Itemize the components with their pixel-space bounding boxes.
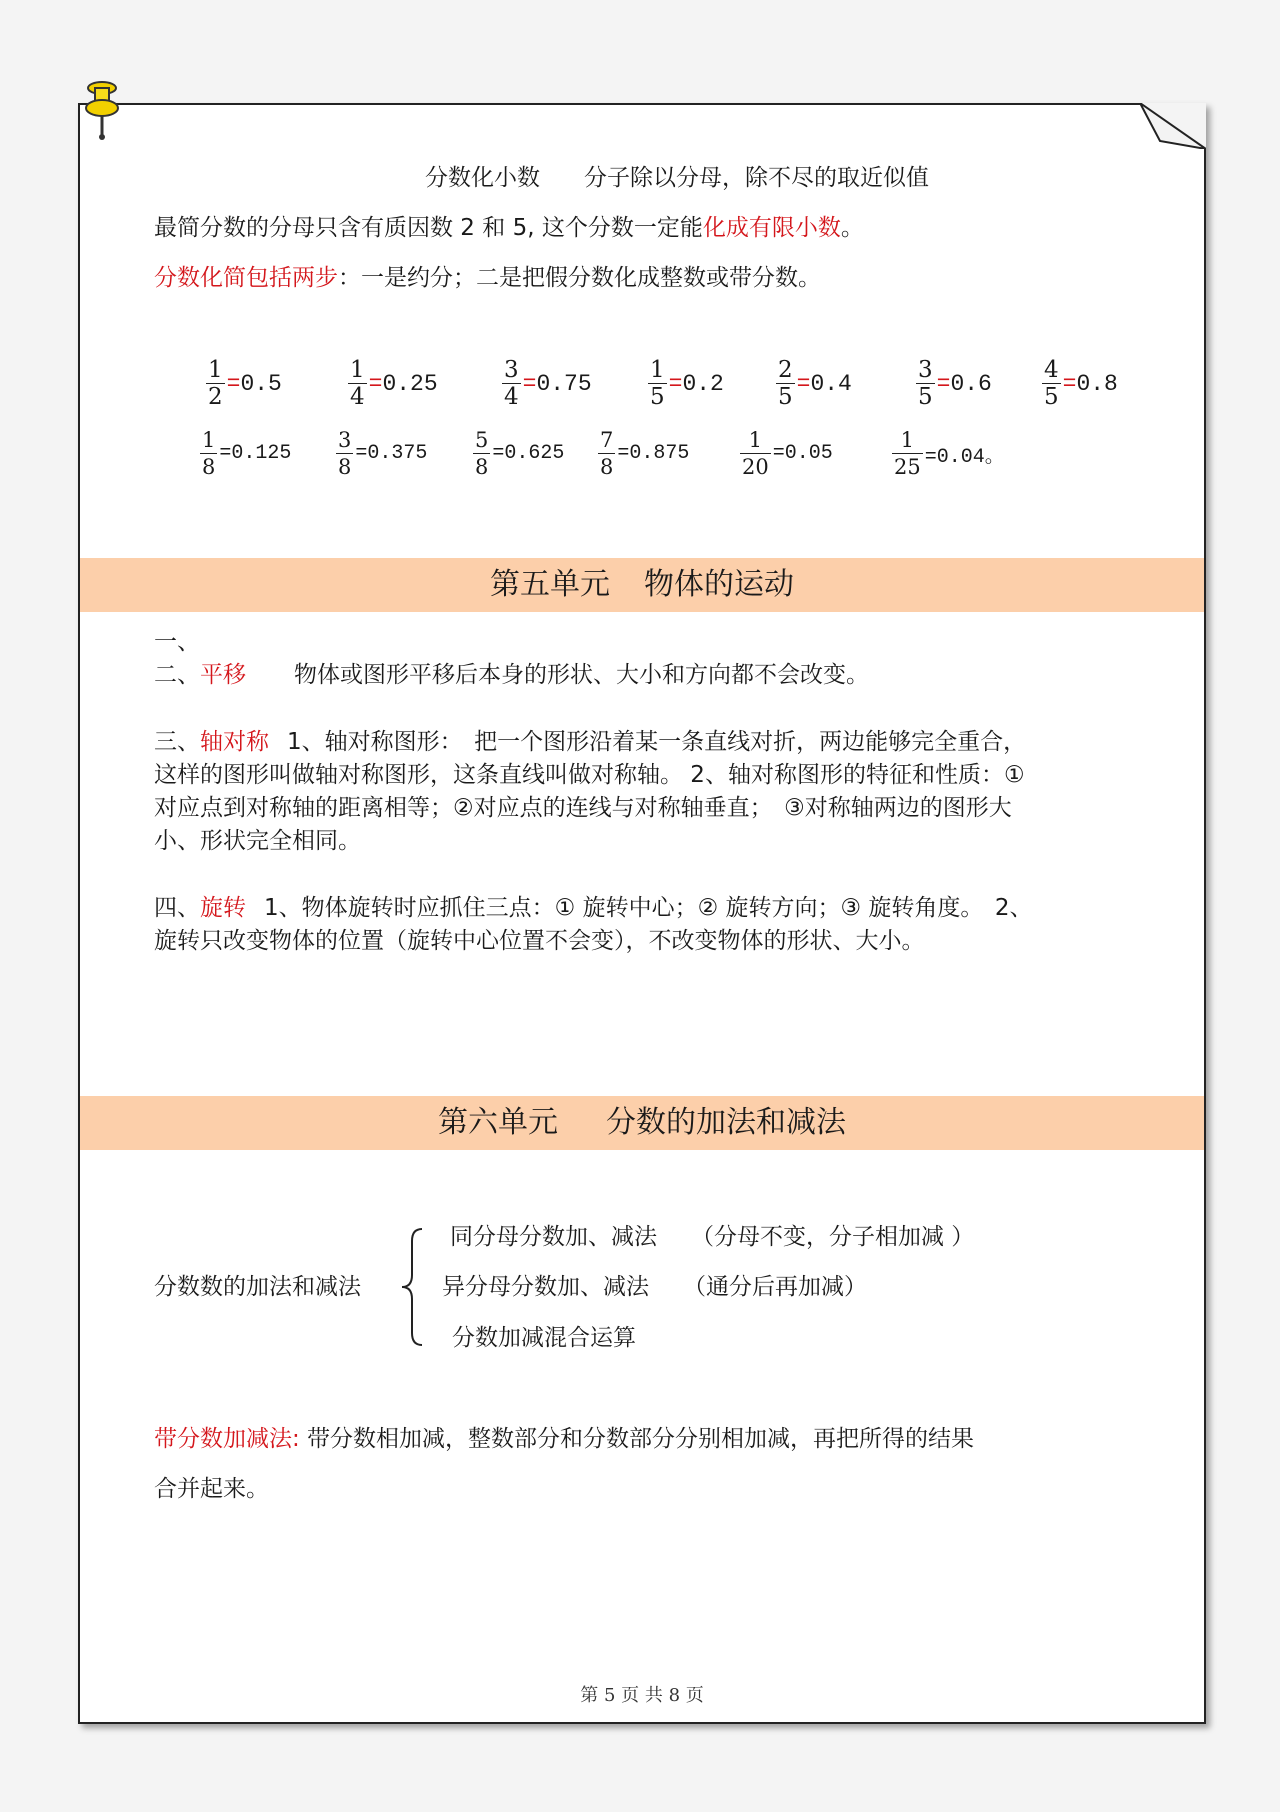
unit5-item-3-line-4: 小、形状完全相同。 — [154, 828, 361, 854]
fraction-item — [473, 427, 564, 480]
branch-note: （通分后再加减） — [683, 1274, 867, 1300]
page-number: 第 5 页 共 8 页 — [580, 1685, 704, 1706]
fraction-item — [336, 427, 427, 480]
left-brace-icon — [396, 1225, 430, 1349]
decimal-value: =0.05 — [772, 442, 833, 465]
translation-term: 平移 — [200, 662, 246, 688]
denominator: 8 — [600, 455, 614, 479]
fraction-item — [892, 427, 1005, 480]
denominator: 8 — [338, 455, 352, 479]
rotation-text: 1、物体旋转时应抓住三点：① 旋转中心；② 旋转方向；③ 旋转角度。 2、 — [264, 895, 1033, 921]
denominator: 20 — [742, 455, 769, 479]
equals-sign: = — [522, 370, 537, 397]
denominator: 5 — [1044, 384, 1059, 410]
mixed-number-line-2: 合并起来。 — [154, 1476, 269, 1502]
intro-line-3 — [154, 261, 821, 295]
decimal-value: =0.625 — [492, 442, 565, 465]
decimal-value: =0.125 — [219, 442, 292, 465]
numerator: 4 — [1044, 357, 1059, 383]
denominator: 5 — [778, 384, 793, 410]
fraction-item — [648, 357, 724, 410]
fraction-item — [348, 357, 438, 410]
branch-note: （分母不变，分子相加减 ） — [691, 1224, 975, 1250]
unit5-item-4-line-2: 旋转只改变物体的位置（旋转中心位置不会变），不改变物体的形状、大小。 — [154, 928, 925, 954]
unit5-item-2 — [154, 658, 869, 692]
fraction-item — [502, 357, 592, 410]
denominator: 4 — [504, 384, 519, 410]
intro-rule: 分子除以分母，除不尽的取近似值 — [584, 165, 929, 191]
branch-label: 分数加减混合运算 — [452, 1325, 636, 1351]
unit5-number: 第五单元 — [490, 567, 610, 602]
numerator: 1 — [900, 428, 915, 452]
tree-branch-2 — [442, 1270, 867, 1304]
numerator: 2 — [778, 357, 793, 383]
numerator: 1 — [208, 357, 223, 383]
equals-sign: = — [796, 370, 811, 397]
equals-sign: = — [936, 370, 951, 397]
denominator: 8 — [202, 455, 216, 479]
unit5-item-3-line-1 — [154, 725, 1026, 759]
branch-label: 同分母分数加、减法 — [450, 1224, 657, 1250]
denominator: 4 — [350, 384, 365, 410]
numerator: 7 — [600, 428, 614, 452]
decimal-value: 0.8 — [1076, 370, 1118, 397]
numerator: 3 — [504, 357, 519, 383]
intro-rule-text: 最简分数的分母只含有质因数 2 和 5, 这个分数一定能 — [154, 215, 703, 241]
intro-period: 。 — [840, 215, 864, 241]
fraction-item — [200, 427, 291, 480]
simplify-text: ：一是约分；二是把假分数化成整数或带分数。 — [338, 265, 821, 291]
item-prefix: 二、 — [154, 662, 200, 688]
decimal-value: 0.4 — [810, 370, 852, 397]
tree-branch-1 — [450, 1220, 974, 1254]
decimal-value: =0.04。 — [924, 445, 1005, 469]
intro-line-1 — [425, 161, 929, 195]
fraction-item — [916, 357, 992, 410]
fraction-item — [206, 357, 282, 410]
decimal-value: =0.375 — [355, 442, 428, 465]
page-curl-icon — [1140, 103, 1206, 149]
unit5-title: 物体的运动 — [644, 567, 794, 602]
item-prefix: 四、 — [154, 895, 200, 921]
unit6-title: 分数的加法和减法 — [606, 1105, 846, 1140]
decimal-value: 0.5 — [240, 370, 282, 397]
symmetry-term: 轴对称 — [200, 729, 269, 755]
decimal-value: 0.2 — [682, 370, 724, 397]
fraction-row-1 — [80, 357, 1204, 437]
tree-root-label: 分数数的加法和减法 — [154, 1274, 361, 1300]
simplify-heading: 分数化简包括两步 — [154, 265, 338, 291]
unit5-item-1: 一、 — [154, 629, 200, 655]
symmetry-text: 1、轴对称图形： 把一个图形沿着某一条直线对折，两边能够完全重合， — [287, 729, 1027, 755]
numerator: 1 — [748, 428, 763, 452]
numerator: 1 — [650, 357, 665, 383]
unit5-item-4-line-1 — [154, 891, 1033, 925]
denominator: 8 — [475, 455, 489, 479]
equals-sign: = — [226, 370, 241, 397]
numerator: 3 — [338, 428, 352, 452]
unit5-item-3-line-3: 对应点到对称轴的距离相等；②对应点的连线与对称轴垂直； ③对称轴两边的图形大 — [154, 795, 1012, 821]
fraction-item — [740, 427, 833, 480]
denominator: 25 — [894, 455, 921, 479]
worksheet-page — [78, 103, 1206, 1724]
unit5-item-3-line-2: 这样的图形叫做轴对称图形，这条直线叫做对称轴。 2、轴对称图形的特征和性质：① — [154, 762, 1025, 788]
numerator: 1 — [350, 357, 365, 383]
denominator: 2 — [208, 384, 223, 410]
intro-highlight: 化成有限小数 — [702, 215, 841, 241]
pushpin-icon — [82, 80, 122, 142]
fraction-row-2 — [80, 427, 1204, 507]
tree-branch-3 — [452, 1321, 636, 1355]
equals-sign: = — [1062, 370, 1077, 397]
fraction-item — [598, 427, 689, 480]
item-prefix: 三、 — [154, 729, 200, 755]
rotation-term: 旋转 — [200, 895, 246, 921]
decimal-value: =0.875 — [617, 442, 690, 465]
unit5-header — [80, 558, 1204, 612]
branch-label: 异分母分数加、减法 — [442, 1274, 649, 1300]
numerator: 1 — [202, 428, 216, 452]
intro-line-2 — [154, 211, 864, 245]
unit6-header — [80, 1096, 1204, 1150]
numerator: 5 — [475, 428, 489, 452]
equals-sign: = — [368, 370, 383, 397]
intro-heading: 分数化小数 — [425, 165, 540, 191]
fraction-item — [776, 357, 852, 410]
fraction-item — [1042, 357, 1118, 410]
denominator: 5 — [650, 384, 665, 410]
numerator: 3 — [918, 357, 933, 383]
decimal-value: 0.6 — [950, 370, 992, 397]
mixed-number-term: 带分数加减法: — [154, 1426, 300, 1452]
decimal-value: 0.75 — [536, 370, 592, 397]
mixed-number-line-1 — [154, 1422, 974, 1456]
decimal-value: 0.25 — [382, 370, 438, 397]
equals-sign: = — [668, 370, 683, 397]
mixed-number-text: 带分数相加减，整数部分和分数部分分别相加减，再把所得的结果 — [299, 1426, 975, 1452]
unit6-number: 第六单元 — [438, 1105, 558, 1140]
translation-text: 物体或图形平移后本身的形状、大小和方向都不会改变。 — [294, 662, 869, 688]
denominator: 5 — [918, 384, 933, 410]
